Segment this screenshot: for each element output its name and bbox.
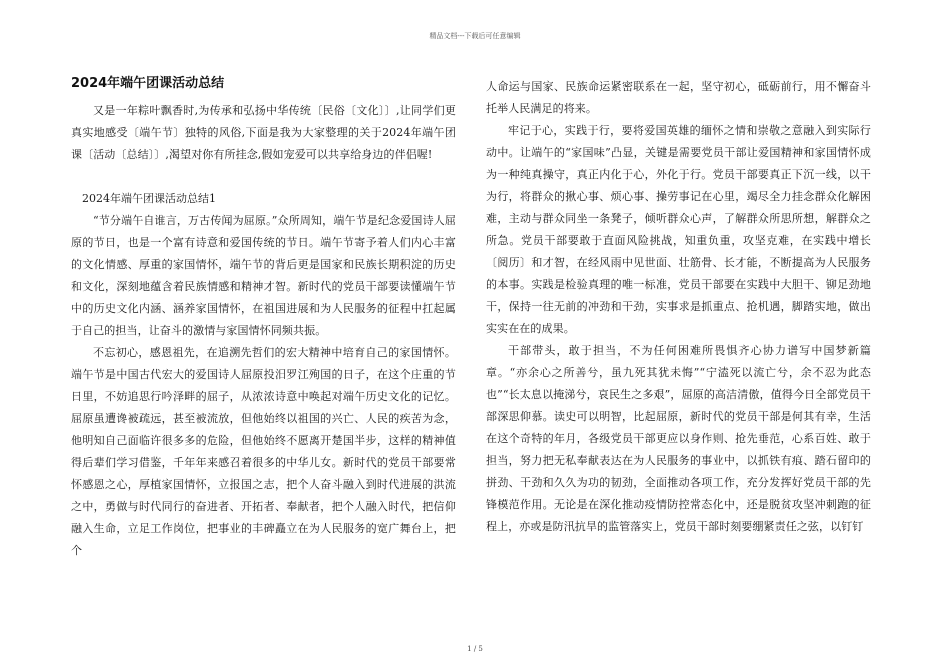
section-heading: 2024年端午团课活动总结1 [82,192,216,205]
paragraph: 不忘初心，感恩祖先，在追溯先哲们的宏大精神中培育自己的家国情怀。端午节是中国古代宏大的爱国诗人屈原投汨罗江殉国的日子，在这个庄重的节日里，不妨追思行吟泽畔的屈子，从浓浓诗意中唤起对端午历史文化的记忆。屈原虽遭谗被疏远，甚至被流放，但他始终以祖国的兴亡、人民的疾苦为念，他明知自己面临许很多多的危险，但他始终不愿离开楚国半步，这样的精神值得后辈们学习借鉴，千年年来感召着很多的中华儿女。新时代的党员干部要常怀感恩之心，厚植家国情怀，立报国之志，把个人奋斗融入到时代进展的洪流之中，勇做与时代同行的奋进者、开拓者、奉献者，把个人融入时代，把信仰融入生命，立足工作岗位，把事业的丰碑矗立在为人民服务的宽广舞台上，把个 [71,346,456,557]
paragraph-continued: 人命运与国家、民族命运紧密联系在一起，坚守初心，砥砺前行，用不懈奋斗托举人民满足的将来。 [486,80,871,115]
paragraph: 牢记于心，实践于行，要将爱国英雄的缅怀之情和崇敬之意融入到实际行动中。让端午的“家国味”凸显，关键是需要党员干部让爱国精神和家国情怀成为一种纯真操守，真正内化于心，外化于行。党员干部要真正下沉一线，以干为行，将群众的揪心事、烦心事、操劳事记在心里，竭尽全力挂念群众化解困难，主动与群众同坐一条凳子，倾听群众心声，了解群众所思所想，解群众之所急。党员干部要敢于直面风险挑战，知重负重，攻坚克难，在实践中增长〔阅历〕和才智，在经风雨中见世面、壮筋骨、长才能，不断提高为人民服务的本事。实践是检验真理的唯一标准，党员干部要在实践中大胆干、铆足劲地干，保持一往无前的冲劲和干劲，实事求是抓重点、抢机遇，脚踏实地，做出实实在在的成果。 [486,124,871,335]
page-header: 精品文档---下载后可任意编辑 [429,32,521,40]
page-number: 1 / 5 [467,645,483,653]
intro-paragraph: 又是一年粽叶飘香时,为传承和弘扬中华传统〔民俗〔文化〕〕,让同学们更真实地感受〔端午节〕独特的风俗,下面是我为大家整理的关于2024年端午团课〔活动〔总结〕〕,渴望对你有所挂念,假如宠爱可以共享给身边的伴侣喔! [71,104,456,161]
blank-line [71,166,456,188]
right-column [486,76,871,538]
paragraph: “节分端午自谁言，万古传闻为屈原。”众所周知，端午节是纪念爱国诗人屈原的节日，也是一个富有诗意和爱国传统的节日。端午节寄予着人们内心丰富的文化情感、厚重的家国情怀，端午节的背后更是国家和民族长期积淀的历史和文化，深刻地蕴含着民族情感和精神才智。新时代的党员干部要读懂端午节中的历史文化内涵、涵养家国情怀，在祖国进展和为人民服务的征程中扛起属于自己的担当，让奋斗的激情与家国情怀同频共振。 [71,214,456,337]
left-column [71,74,456,562]
paragraph: 干部带头，敢于担当，不为任何困难所畏惧齐心协力谱写中国梦新篇章。“亦余心之所善兮，虽九死其犹未悔”“宁溘死以流亡兮，余不忍为此态也”“长太息以掩涕兮，哀民生之多艰”，屈原的高洁清傲，值得今日全部党员干部深思仰慕。读史可以明智，比起屈原，新时代的党员干部是何其有幸，生活在这个奇特的年月，各级党员干部更应以身作则、抢先垂范，心系百姓、敢于担当，努力把无私奉献表达在为人民服务的事业中，以抓铁有痕、踏石留印的拼劲、干劲和久久为功的韧劲，全面推动各项工作，充分发挥好党员干部的先锋模范作用。无论是在深化推动疫情防控常态化中，还是脱贫攻坚冲刺跑的征程上，亦或是防汛抗旱的监管落实上，党员干部时刻要绷紧责任之弦，以钉钉 [486,344,871,533]
document-title: 2024年端午团课活动总结 [71,76,225,91]
